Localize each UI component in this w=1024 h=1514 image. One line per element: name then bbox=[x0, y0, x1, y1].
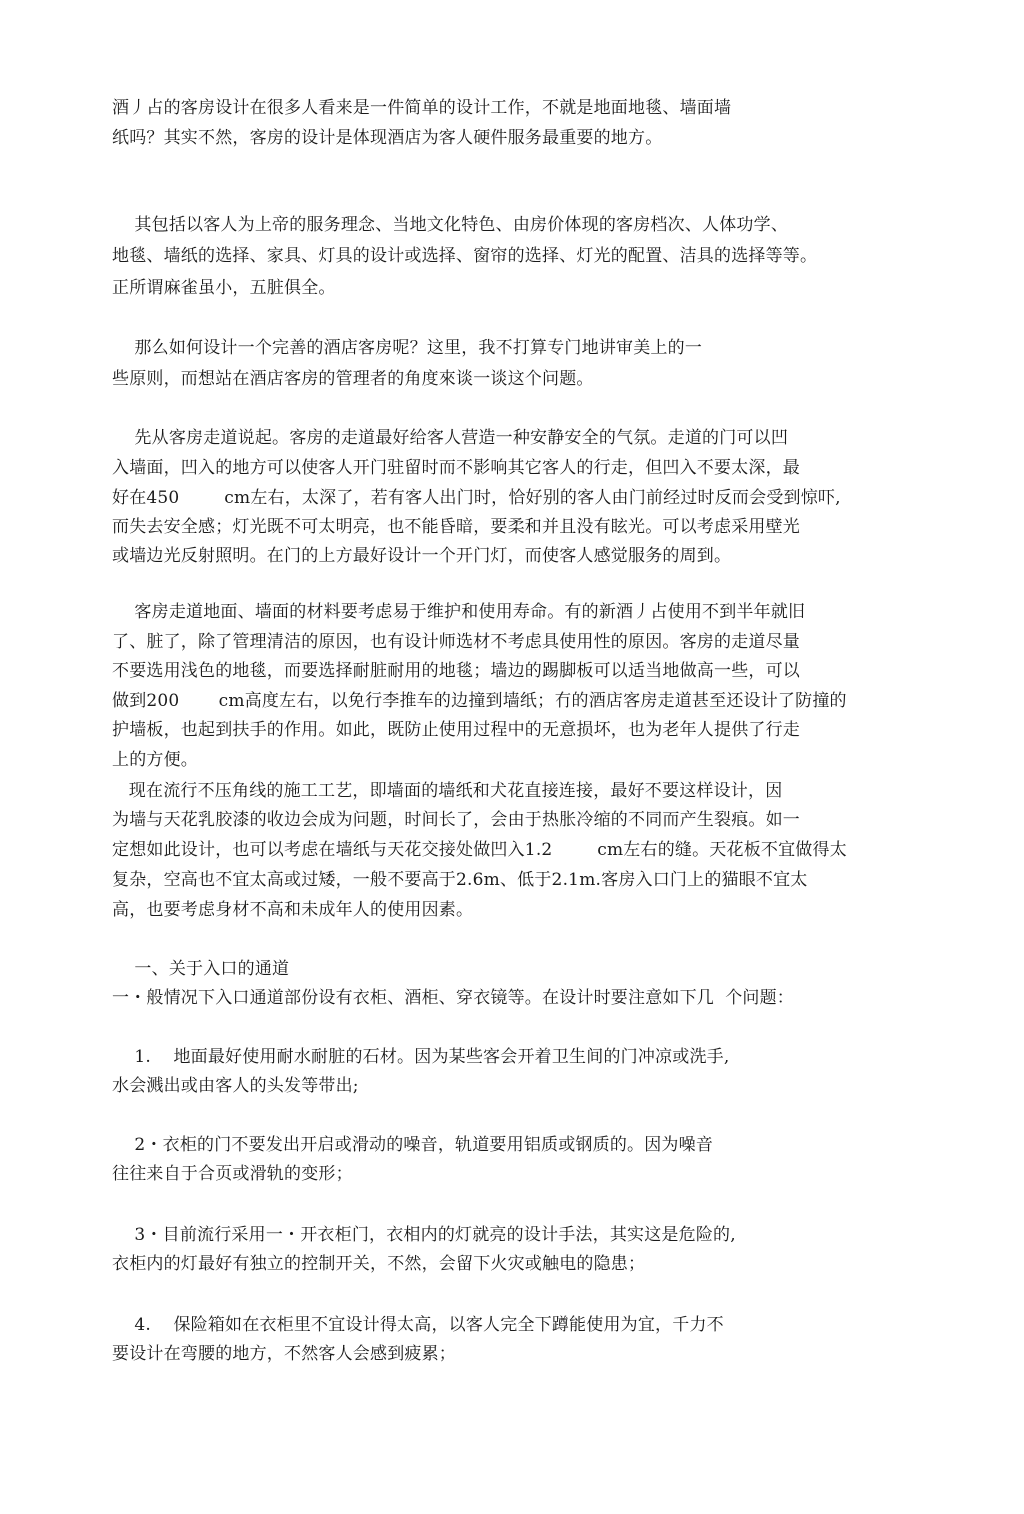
text-line: 正所谓麻雀虽小，五脏俱全。 bbox=[112, 278, 336, 298]
text-line: 现在流行不压角线的施工工艺，即墙面的墙纸和犬花直接连接，最好不要这样设计，因 bbox=[112, 781, 783, 801]
text-line: 而失去安全感；灯光既不可太明亮，也不能昏暗，要柔和并且没有眩光。可以考虑采用壁光 bbox=[112, 517, 800, 537]
text-line: 复杂，空高也不宜太高或过矮，一般不要高于2.6m、低于2.1m.客房入口门上的猫眼不宜太 bbox=[112, 870, 808, 890]
text-line: 地毯、墙纸的选择、家具、灯具的设计或选择、窗帘的选择、灯光的配置、洁具的选择等等。 bbox=[112, 246, 818, 266]
text-line: 纸吗？其实不然，客房的设计是体现酒店为客人硬件服务最重要的地方。 bbox=[112, 128, 663, 148]
list-item-line: 水会溅出或由客人的头发等带出; bbox=[112, 1076, 359, 1096]
text-line: 上的方便。 bbox=[112, 750, 198, 770]
text-line: 或墙边光反射照明。在门的上方最好设计一个开门灯，而使客人感觉服务的周到。 bbox=[112, 546, 732, 566]
list-item-line: 要设计在弯腰的地方，不然客人会感到疲累； bbox=[112, 1344, 456, 1364]
list-item-line: 往往来自于合页或滑轨的变形； bbox=[112, 1164, 353, 1184]
text-line: 些原则，而想站在酒店客房的管理者的角度來谈一谈这个问题。 bbox=[112, 369, 594, 389]
text-line: 不要选用浅色的地毯，而要选择耐脏耐用的地毯；墙边的踢脚板可以适当地做高一些，可以 bbox=[112, 661, 800, 681]
text-line: 客房走道地面、墙面的材料要考虑易于维护和使用寿命。有的新酒丿占使用不到半年就旧 bbox=[112, 602, 806, 622]
text-line: 护墙板，也起到扶手的作用。如此，既防止使用过程中的无意损坏，也为老年人提供了行走 bbox=[112, 720, 800, 740]
text-line: 一・般情况下入口通道部份设有衣柜、酒柜、穿衣镜等。在设计时要注意如下几 个问题： bbox=[112, 988, 795, 1008]
list-item-line: 4. 保险箱如在衣柜里不宜设计得太高，以客人完全下蹲能使用为宜，千力不 bbox=[112, 1315, 724, 1335]
text-line: 高，也要考虑身材不高和未成年人的使用因素。 bbox=[112, 900, 474, 920]
text-line: 为墙与天花乳胶漆的收边会成为问题，时间长了，会由于热胀冷缩的不同而产生裂痕。如一 bbox=[112, 810, 800, 830]
text-line: 定想如此设计，也可以考虑在墙纸与天花交接处做凹入1.2 cm左右的缝。天花板不宜做得太 bbox=[112, 840, 847, 860]
text-line: 那么如何设计一个完善的酒店客房呢？这里，我不打算专门地讲审美上的一 bbox=[112, 338, 703, 358]
text-line: 做到200 cm高度左右，以免行李推车的边撞到墙纸；冇的酒店客房走道甚至还设计了防撞的 bbox=[112, 691, 847, 711]
section-heading: 一、关于入口的通道 bbox=[112, 959, 290, 979]
text-line: 入墙面，凹入的地方可以使客人开门驻留时而不影响其它客人的行走，但凹入不要太深，最 bbox=[112, 458, 800, 478]
text-line: 其包括以客人为上帝的服务理念、当地文化特色、由房价体现的客房档次、人体功学、 bbox=[112, 215, 789, 235]
list-item-line: 1. 地面最好使用耐水耐脏的石材。因为某些客会开着卫生间的门冲凉或洗手, bbox=[112, 1047, 730, 1067]
list-item-line: 3・目前流行采用一・开衣柜门，衣相内的灯就亮的设计手法，其实这是危险的, bbox=[112, 1225, 736, 1245]
list-item-line: 衣柜内的灯最好有独立的控制开关，不然，会留下火灾或触电的隐患； bbox=[112, 1254, 646, 1274]
text-line: 先从客房走道说起。客房的走道最好给客人营造一种安静安全的气氛。走道的门可以凹 bbox=[112, 428, 789, 448]
text-line: 了、脏了，除了管理清洁的原因，也有设计师选材不考虑具使用性的原因。客房的走道尽量 bbox=[112, 632, 800, 652]
text-line: 好在450 cm左右，太深了，若有客人出门时，恰好别的客人由门前经过时反而会受到惊吓, bbox=[112, 488, 841, 508]
text-line: 酒丿占的客房设计在很多人看来是一件简单的设计工作，不就是地面地毯、墙面墙 bbox=[112, 98, 732, 118]
list-item-line: 2・衣柜的门不要发出开启或滑动的噪音，轨道要用铝质或钢质的。因为噪音 bbox=[112, 1135, 714, 1155]
